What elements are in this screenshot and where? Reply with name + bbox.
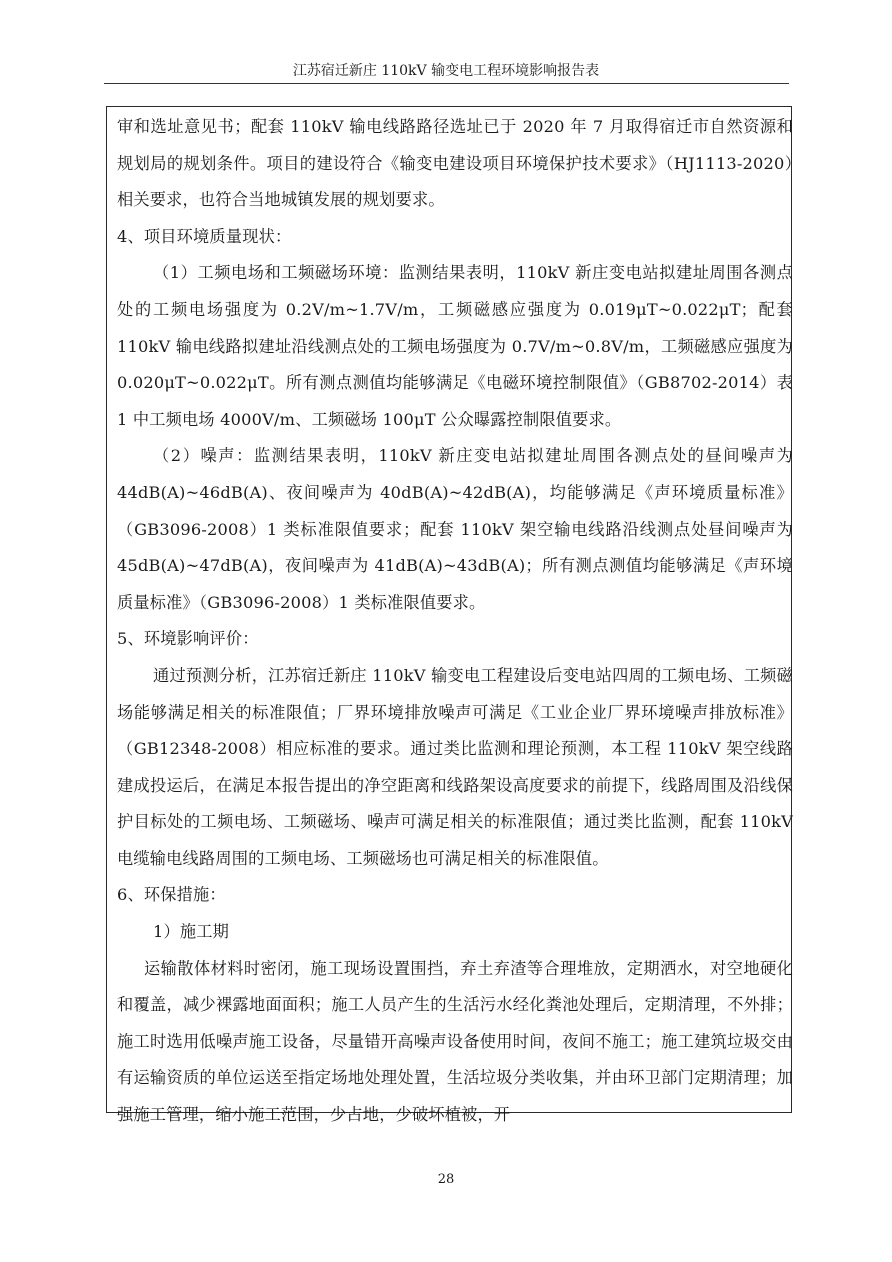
body-text [117, 109, 793, 1134]
page-header-title: 江苏宿迁新庄 110kV 输变电工程环境影响报告表 [292, 63, 600, 79]
header-divider [104, 83, 789, 84]
paragraph-impact-assessment: 通过预测分析，江苏宿迁新庄 110kV 输变电工程建设后变电站四周的工频电场、工频磁场能够满足相关的标准限值；厂界环境排放噪声可满足《工业企业厂界环境噪声排放标准》（GB12348-2008）相应标准的要求。通过类比监测和理论预测，本工程 110kV 架空线路建成投运后，在满足本报告提出的净空距离和线路架设高度要求的前提下，线路周围及沿线保护目标处的工频电场、工频磁场、噪声可满足相关的标准限值；通过类比监测，配套 110kV 电缆输电线路周围的工频电场、工频磁场也可满足相关的标准限值。 [117, 665, 793, 868]
section-heading-measures: 6、环保措施： [117, 885, 226, 905]
paragraph-continuation: 审和选址意见书；配套 110kV 输电线路路径选址已于 2020 年 7 月取得宿迁市自然资源和规划局的规划条件。项目的建设符合《输变电建设项目环境保护技术要求》（HJ1113-2020）相关要求，也符合当地城镇发展的规划要求。 [117, 117, 793, 210]
paragraph-noise: （2）噪声：监测结果表明，110kV 新庄变电站拟建址周围各测点处的昼间噪声为 44dB(A)~46dB(A)、夜间噪声为 40dB(A)~42dB(A)，均能够满足《声环境质量标准》（GB3096-2008）1 类标准限值要求；配套 110kV 架空输电线路沿线测点处昼间噪声为 45dB(A)~47dB(A)，夜间噪声为 41dB(A)~43dB(A)；所有测点测值均能够满足《声环境质量标准》（GB3096-2008）1 类标准限值要求。 [117, 446, 793, 612]
paragraph-construction-measures: 运输散体材料时密闭，施工现场设置围挡，弃土弃渣等合理堆放，定期洒水，对空地硬化和覆盖，减少裸露地面面积；施工人员产生的生活污水经化粪池处理后，定期清理，不外排；施工时选用低噪声施工设备，尽量错开高噪声设备使用时间，夜间不施工；施工建筑垃圾交由有运输资质的单位运送至指定场地处理处置，生活垃圾分类收集，并由环卫部门定期清理；加强施工管理，缩小施工范围，少占地，少破坏植被，开 [117, 958, 793, 1125]
page-number: 28 [437, 1172, 455, 1187]
subheading-construction-period: 1）施工期 [153, 922, 230, 942]
section-heading-impact-assessment: 5、环境影响评价： [117, 629, 259, 649]
content-frame [106, 106, 793, 1125]
paragraph-electromagnetic: （1）工频电场和工频磁场环境：监测结果表明，110kV 新庄变电站拟建址周围各测点处的工频电场强度为 0.2V/m~1.7V/m，工频磁感应强度为 0.019μT~0.022μT；配套 110kV 输电线路拟建址沿线测点处的工频电场强度为 0.7V/m~0.8V/m，工频磁感应强度为 0.020μT~0.022μT。所有测点测值均能够满足《电磁环境控制限值》（GB8702-2014）表 1 中工频电场 4000V/m、工频磁场 100μT 公众曝露控制限值要求。 [117, 263, 793, 429]
section-heading-environment-status: 4、项目环境质量现状： [117, 226, 292, 246]
